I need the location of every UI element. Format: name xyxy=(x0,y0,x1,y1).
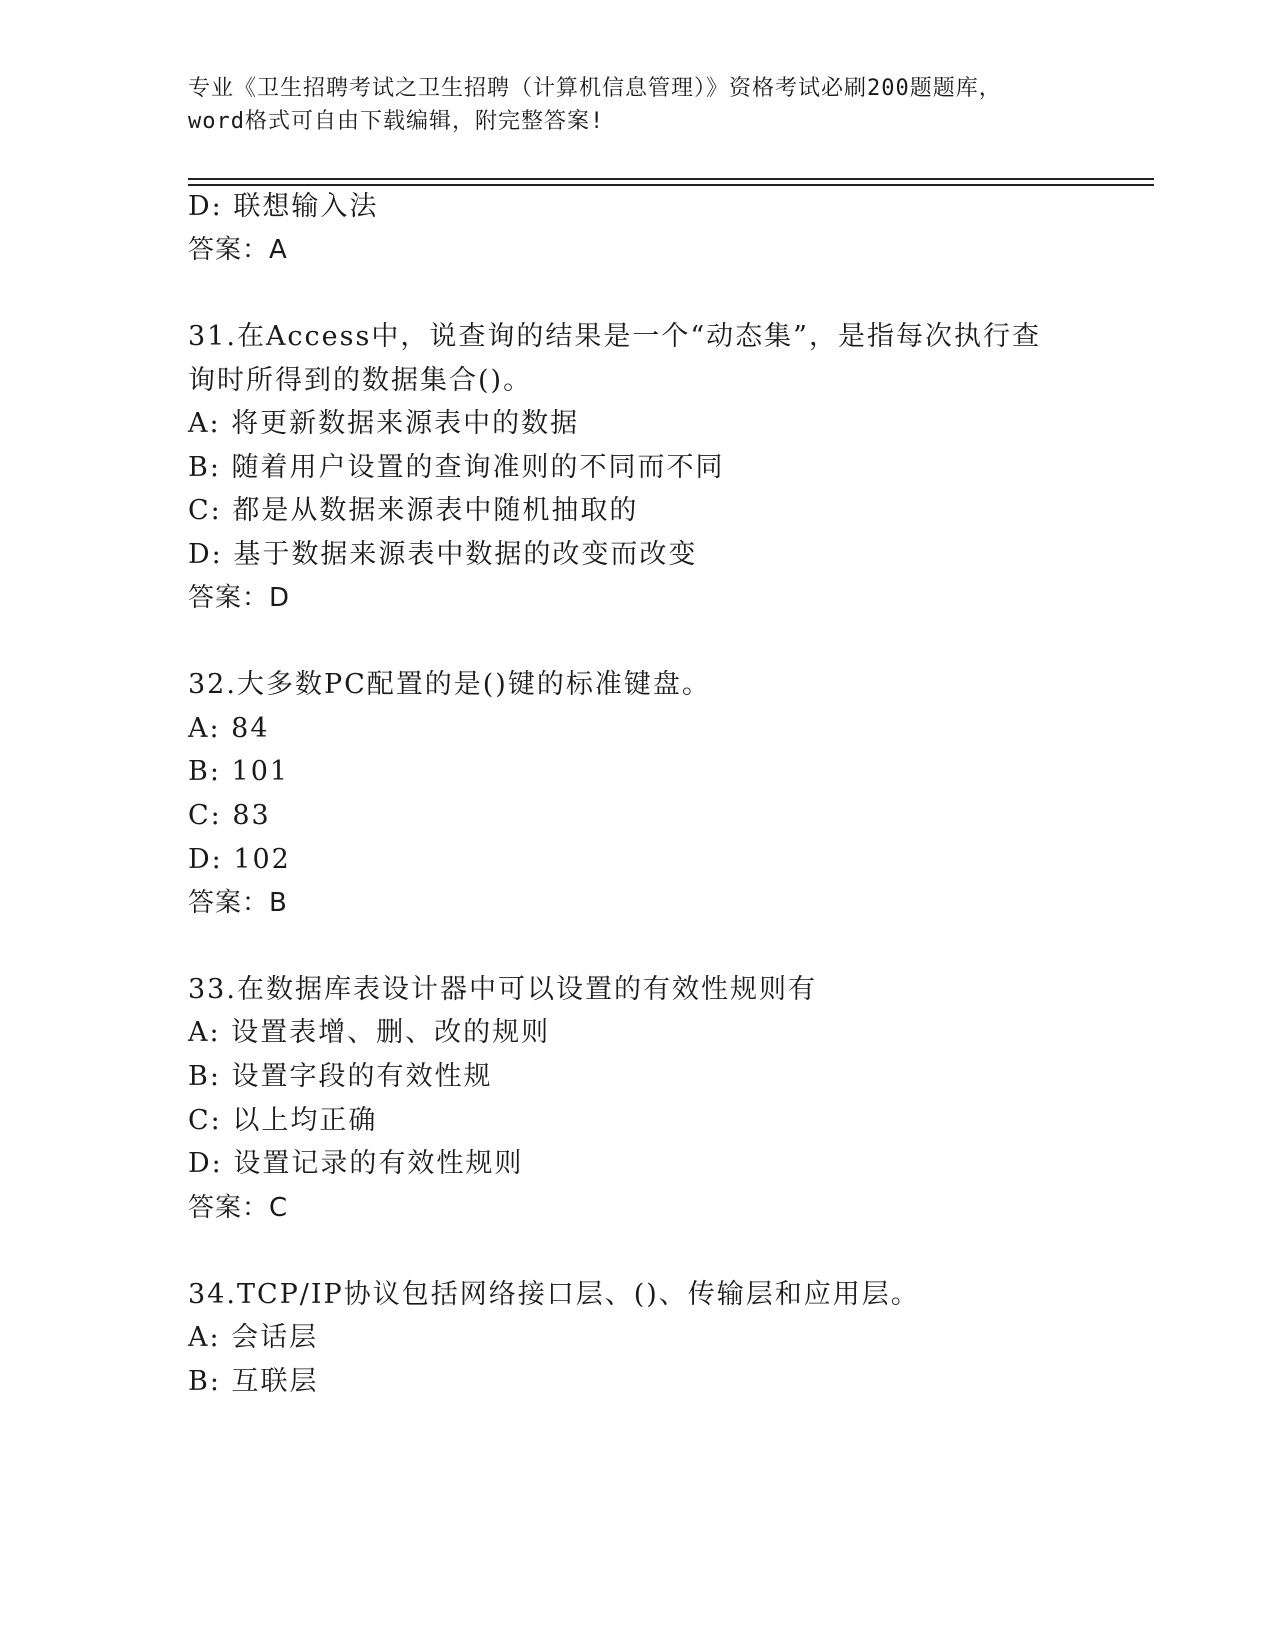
question-line: B: 随着用户设置的查询准则的不同而不同 xyxy=(188,452,725,483)
question-line: B: 101 xyxy=(188,756,290,787)
question-line: D: 102 xyxy=(188,844,291,875)
document-header xyxy=(188,72,1088,138)
question-line: 34.TCP/IP协议包括网络接口层、()、传输层和应用层。 xyxy=(188,1279,920,1310)
answer-line: 答案：A xyxy=(188,235,288,265)
question-line: D: 基于数据来源表中数据的改变而改变 xyxy=(188,539,698,570)
header-line-1: 专业《卫生招聘考试之卫生招聘（计算机信息管理）》资格考试必刷200题题库， xyxy=(188,76,1002,101)
answer-line: 答案：B xyxy=(188,888,288,918)
question-line: C: 以上均正确 xyxy=(188,1105,378,1136)
header-divider-top xyxy=(188,178,1154,180)
question-line: B: 设置字段的有效性规 xyxy=(188,1061,493,1092)
question-line: 32.大多数PC配置的是()键的标准键盘。 xyxy=(188,669,711,700)
answer-line: 答案：D xyxy=(188,583,291,613)
answer-line: 答案：C xyxy=(188,1193,289,1223)
question-line: A: 会话层 xyxy=(188,1322,319,1353)
question-line: B: 互联层 xyxy=(188,1366,319,1397)
question-line: D: 设置记录的有效性规则 xyxy=(188,1148,524,1179)
question-line: D: 联想输入法 xyxy=(188,191,379,222)
header-line-2: word格式可自由下载编辑，附完整答案! xyxy=(188,109,605,134)
question-line: A: 84 xyxy=(188,713,270,744)
question-line: 31.在Access中，说查询的结果是一个“动态集”，是指每次执行查 xyxy=(188,321,1041,352)
question-line: 询时所得到的数据集合()。 xyxy=(188,365,533,396)
question-line: C: 83 xyxy=(188,800,271,831)
question-line: C: 都是从数据来源表中随机抽取的 xyxy=(188,495,639,526)
header-divider-bottom xyxy=(188,184,1154,186)
question-line: A: 设置表增、删、改的规则 xyxy=(188,1017,551,1048)
question-line: 33.在数据库表设计器中可以设置的有效性规则有 xyxy=(188,974,817,1005)
question-line: A: 将更新数据来源表中的数据 xyxy=(188,408,580,439)
